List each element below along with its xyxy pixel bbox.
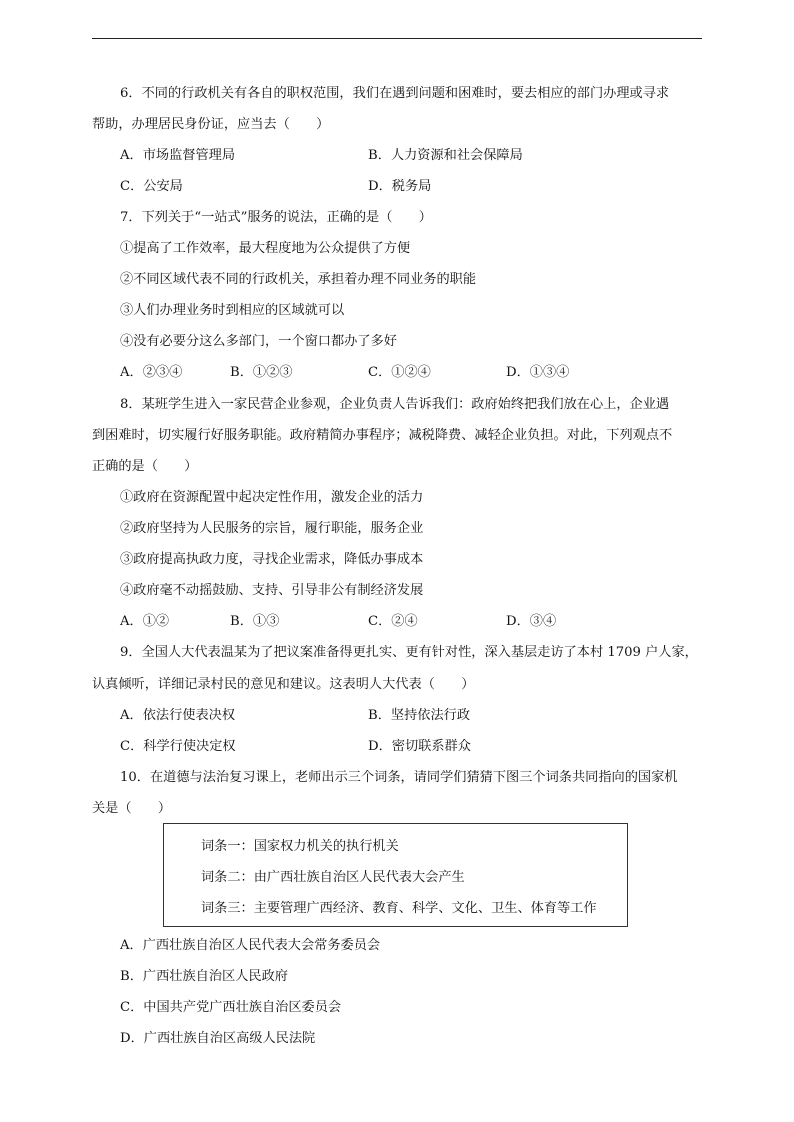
- q7-item-1: ①提高了工作效率，最大程度地为公众提供了方便: [120, 241, 411, 256]
- q9-option-c[interactable]: C．科学行使决定权: [120, 739, 236, 754]
- q10-option-c[interactable]: C．中国共产党广西壮族自治区委员会: [120, 1000, 342, 1015]
- q9-option-d[interactable]: D．密切联系群众: [368, 739, 471, 754]
- q9-stem-line1: 9．全国人大代表温某为了把议案准备得更扎实、更有针对性，深入基层走访了本村 1709 户人家，: [120, 645, 698, 660]
- q6-option-a[interactable]: A．市场监督管理局: [120, 148, 236, 163]
- q10-clue-1: 词条一：国家权力机关的执行机关: [201, 839, 399, 854]
- q8-stem-line3: 正确的是（ ）: [92, 459, 198, 474]
- q8-option-b[interactable]: B．①③: [230, 614, 280, 629]
- q8-option-d[interactable]: D．③④: [506, 614, 557, 629]
- q7-option-d[interactable]: D．①③④: [506, 365, 570, 380]
- q8-item-1: ①政府在资源配置中起决定性作用，激发企业的活力: [120, 490, 424, 505]
- q7-item-2: ②不同区域代表不同的行政机关，承担着办理不同业务的职能: [120, 272, 477, 287]
- q9-option-b[interactable]: B．坚持依法行政: [368, 708, 471, 723]
- q10-clue-3: 词条三：主要管理广西经济、教育、科学、文化、卫生、体育等工作: [201, 901, 597, 916]
- q8-stem-line2: 到困难时，切实履行好服务职能。政府精简办事程序；减税降费、减轻企业负担。对此，下列观点不: [92, 428, 673, 443]
- q10-option-d[interactable]: D．广西壮族自治区高级人民法院: [120, 1031, 316, 1046]
- q9-stem-line2: 认真倾听，详细记录村民的意见和建议。这表明人大代表（ ）: [92, 677, 475, 692]
- q8-item-2: ②政府坚持为人民服务的宗旨，履行职能，服务企业: [120, 521, 424, 536]
- q8-stem-line1: 8．某班学生进入一家民营企业参观，企业负责人告诉我们：政府始终把我们放在心上，企业遇: [120, 397, 670, 412]
- q10-option-b[interactable]: B．广西壮族自治区人民政府: [120, 969, 288, 984]
- q8-item-4: ④政府毫不动摇鼓励、支持、引导非公有制经济发展: [120, 583, 424, 598]
- q6-stem-line1: 6．不同的行政机关有各自的职权范围，我们在遇到问题和困难时，要去相应的部门办理或寻求: [120, 86, 670, 101]
- q8-option-a[interactable]: A．①②: [120, 614, 170, 629]
- q10-stem-line2: 关是（ ）: [92, 801, 172, 816]
- q6-option-b[interactable]: B．人力资源和社会保障局: [368, 148, 523, 163]
- q10-option-a[interactable]: A．广西壮族自治区人民代表大会常务委员会: [120, 938, 381, 953]
- q6-option-d[interactable]: D．税务局: [368, 179, 432, 194]
- q9-option-a[interactable]: A．依法行使表决权: [120, 708, 236, 723]
- q8-option-c[interactable]: C．②④: [368, 614, 418, 629]
- q6-option-c[interactable]: C．公安局: [120, 179, 183, 194]
- q8-item-3: ③政府提高执政力度，寻找企业需求，降低办事成本: [120, 552, 424, 567]
- q7-option-b[interactable]: B．①②③: [230, 365, 293, 380]
- q7-item-3: ③人们办理业务时到相应的区域就可以: [120, 303, 345, 318]
- header-rule: [92, 38, 702, 39]
- q7-stem: 7．下列关于“一站式”服务的说法，正确的是（ ）: [120, 210, 432, 225]
- q7-item-4: ④没有必要分这么多部门，一个窗口都办了多好: [120, 334, 397, 349]
- q7-option-c[interactable]: C．①②④: [368, 365, 431, 380]
- q10-stem-line1: 10．在道德与法治复习课上，老师出示三个词条，请同学们猜猜下图三个词条共同指向的国家机: [120, 770, 678, 785]
- q7-option-a[interactable]: A．②③④: [120, 365, 183, 380]
- q6-stem-line2: 帮助，办理居民身份证，应当去（ ）: [92, 117, 330, 132]
- q10-clue-2: 词条二：由广西壮族自治区人民代表大会产生: [201, 870, 465, 885]
